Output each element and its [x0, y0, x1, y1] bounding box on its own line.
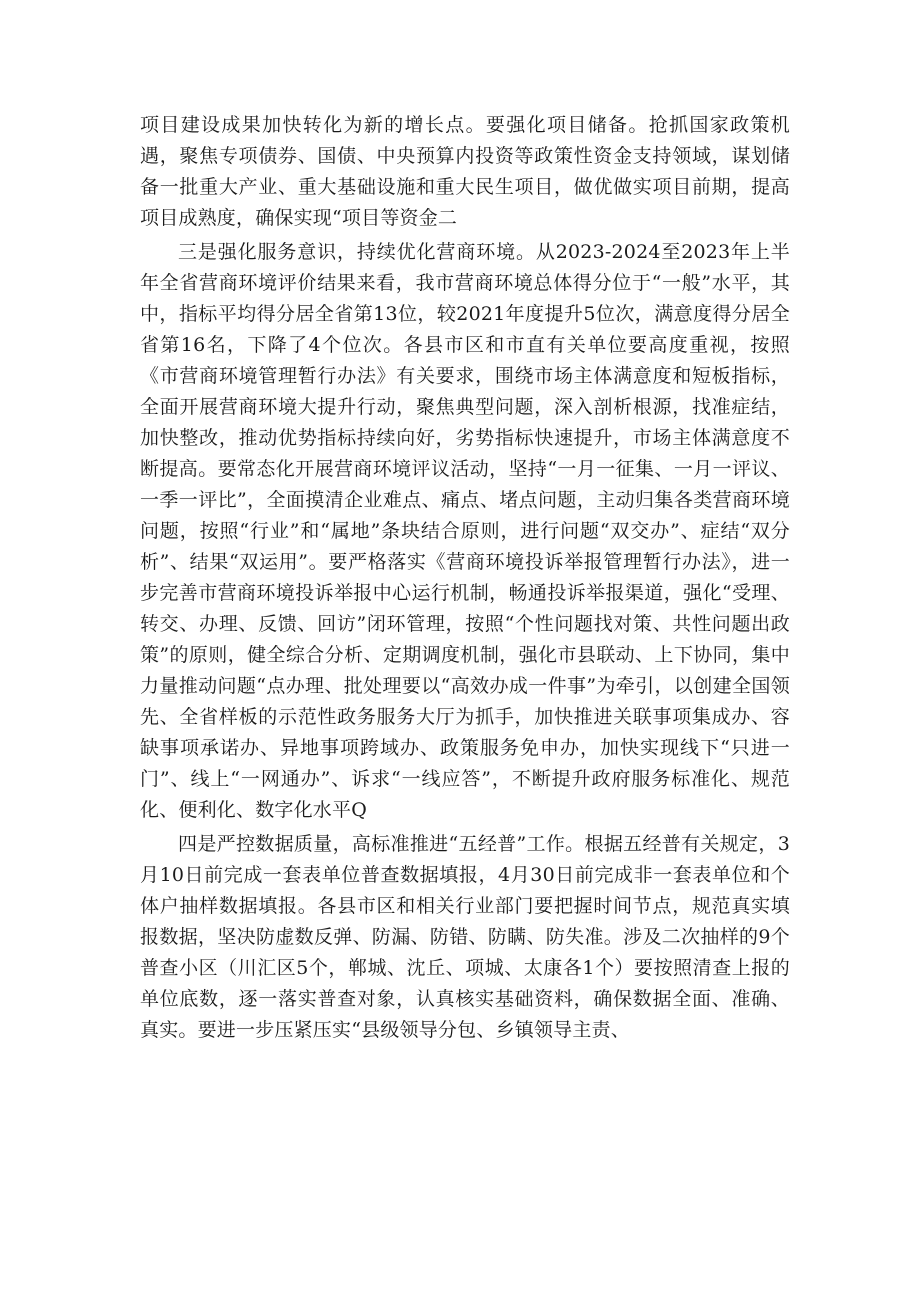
paragraph-business-environment: 三是强化服务意识，持续优化营商环境。从2023-2024至2023年上半年全省营商环境评价结果来看，我市营商环境总体得分位于“一般”水平，其中，指标平均得分居全省第13位，较2021年度提升5位次，满意度得分居全省第16名，下降了4个位次。各县市区和市直有关单位要高度重视，按照《市营商环境管理暂行办法》有关要求，围绕市场主体满意度和短板指标，全面开展营商环境大提升行动，聚焦典型问题，深入剖析根源，找准症结，加快整改，推动优势指标持续向好，劣势指标快速提升，市场主体满意度不断提高。要常态化开展营商环境评议活动，坚持“一月一征集、一月一评议、一季一评比”，全面摸清企业难点、痛点、堵点问题，主动归集各类营商环境问题，按照“行业”和“属地”条块结合原则，进行问题“双交办”、症结“双分析”、结果“双运用”。要严格落实《营商环境投诉举报管理暂行办法》，进一步完善市营商环境投诉举报中心运行机制，畅通投诉举报渠道，强化“受理、转交、办理、反馈、回访”闭环管理，按照“个性问题找对策、共性问题出政策”的原则，健全综合分析、定期调度机制，强化市县联动、上下协同，集中力量推动问题“点办理、批处理要以“高效办成一件事”为牵引，以创建全国领先、全省样板的示范性政务服务大厅为抓手，加快推进关联事项集成办、容缺事项承诺办、异地事项跨域办、政策服务免申办，加快实现线下“只进一门”、线上“一网通办”、诉求“一线应答”，不断提升政府服务标准化、规范化、便利化、数字化水平Q — [140, 241, 790, 821]
paragraph-data-quality: 四是严控数据质量，高标准推进“五经普”工作。根据五经普有关规定，3月10日前完成一套表单位普查数据填报，4月30日前完成非一套表单位和个体户抽样数据填报。各县市区和相关行业部门要把握时间节点，规范真实填报数据，坚决防虚数反弹、防漏、防错、防瞒、防失准。涉及二次抽样的9个普查小区（川汇区5个，郸城、沈丘、项城、太康各1个）要按照清查上报的单位底数，逐一落实普查对象，认真核实基础资料，确保数据全面、准确、真实。要进一步压紧压实“县级领导分包、乡镇领导主责、 — [140, 833, 790, 1041]
paragraph-project-reserve: 项目建设成果加快转化为新的增长点。要强化项目储备。抢抓国家政策机遇，聚焦专项债券、国债、中央预算内投资等政策性资金支持领域，谋划储备一批重大产业、重大基础设施和重大民生项目，做优做实项目前期，提高项目成熟度，确保实现“项目等资金二 — [140, 114, 790, 229]
document-page — [140, 110, 790, 1046]
